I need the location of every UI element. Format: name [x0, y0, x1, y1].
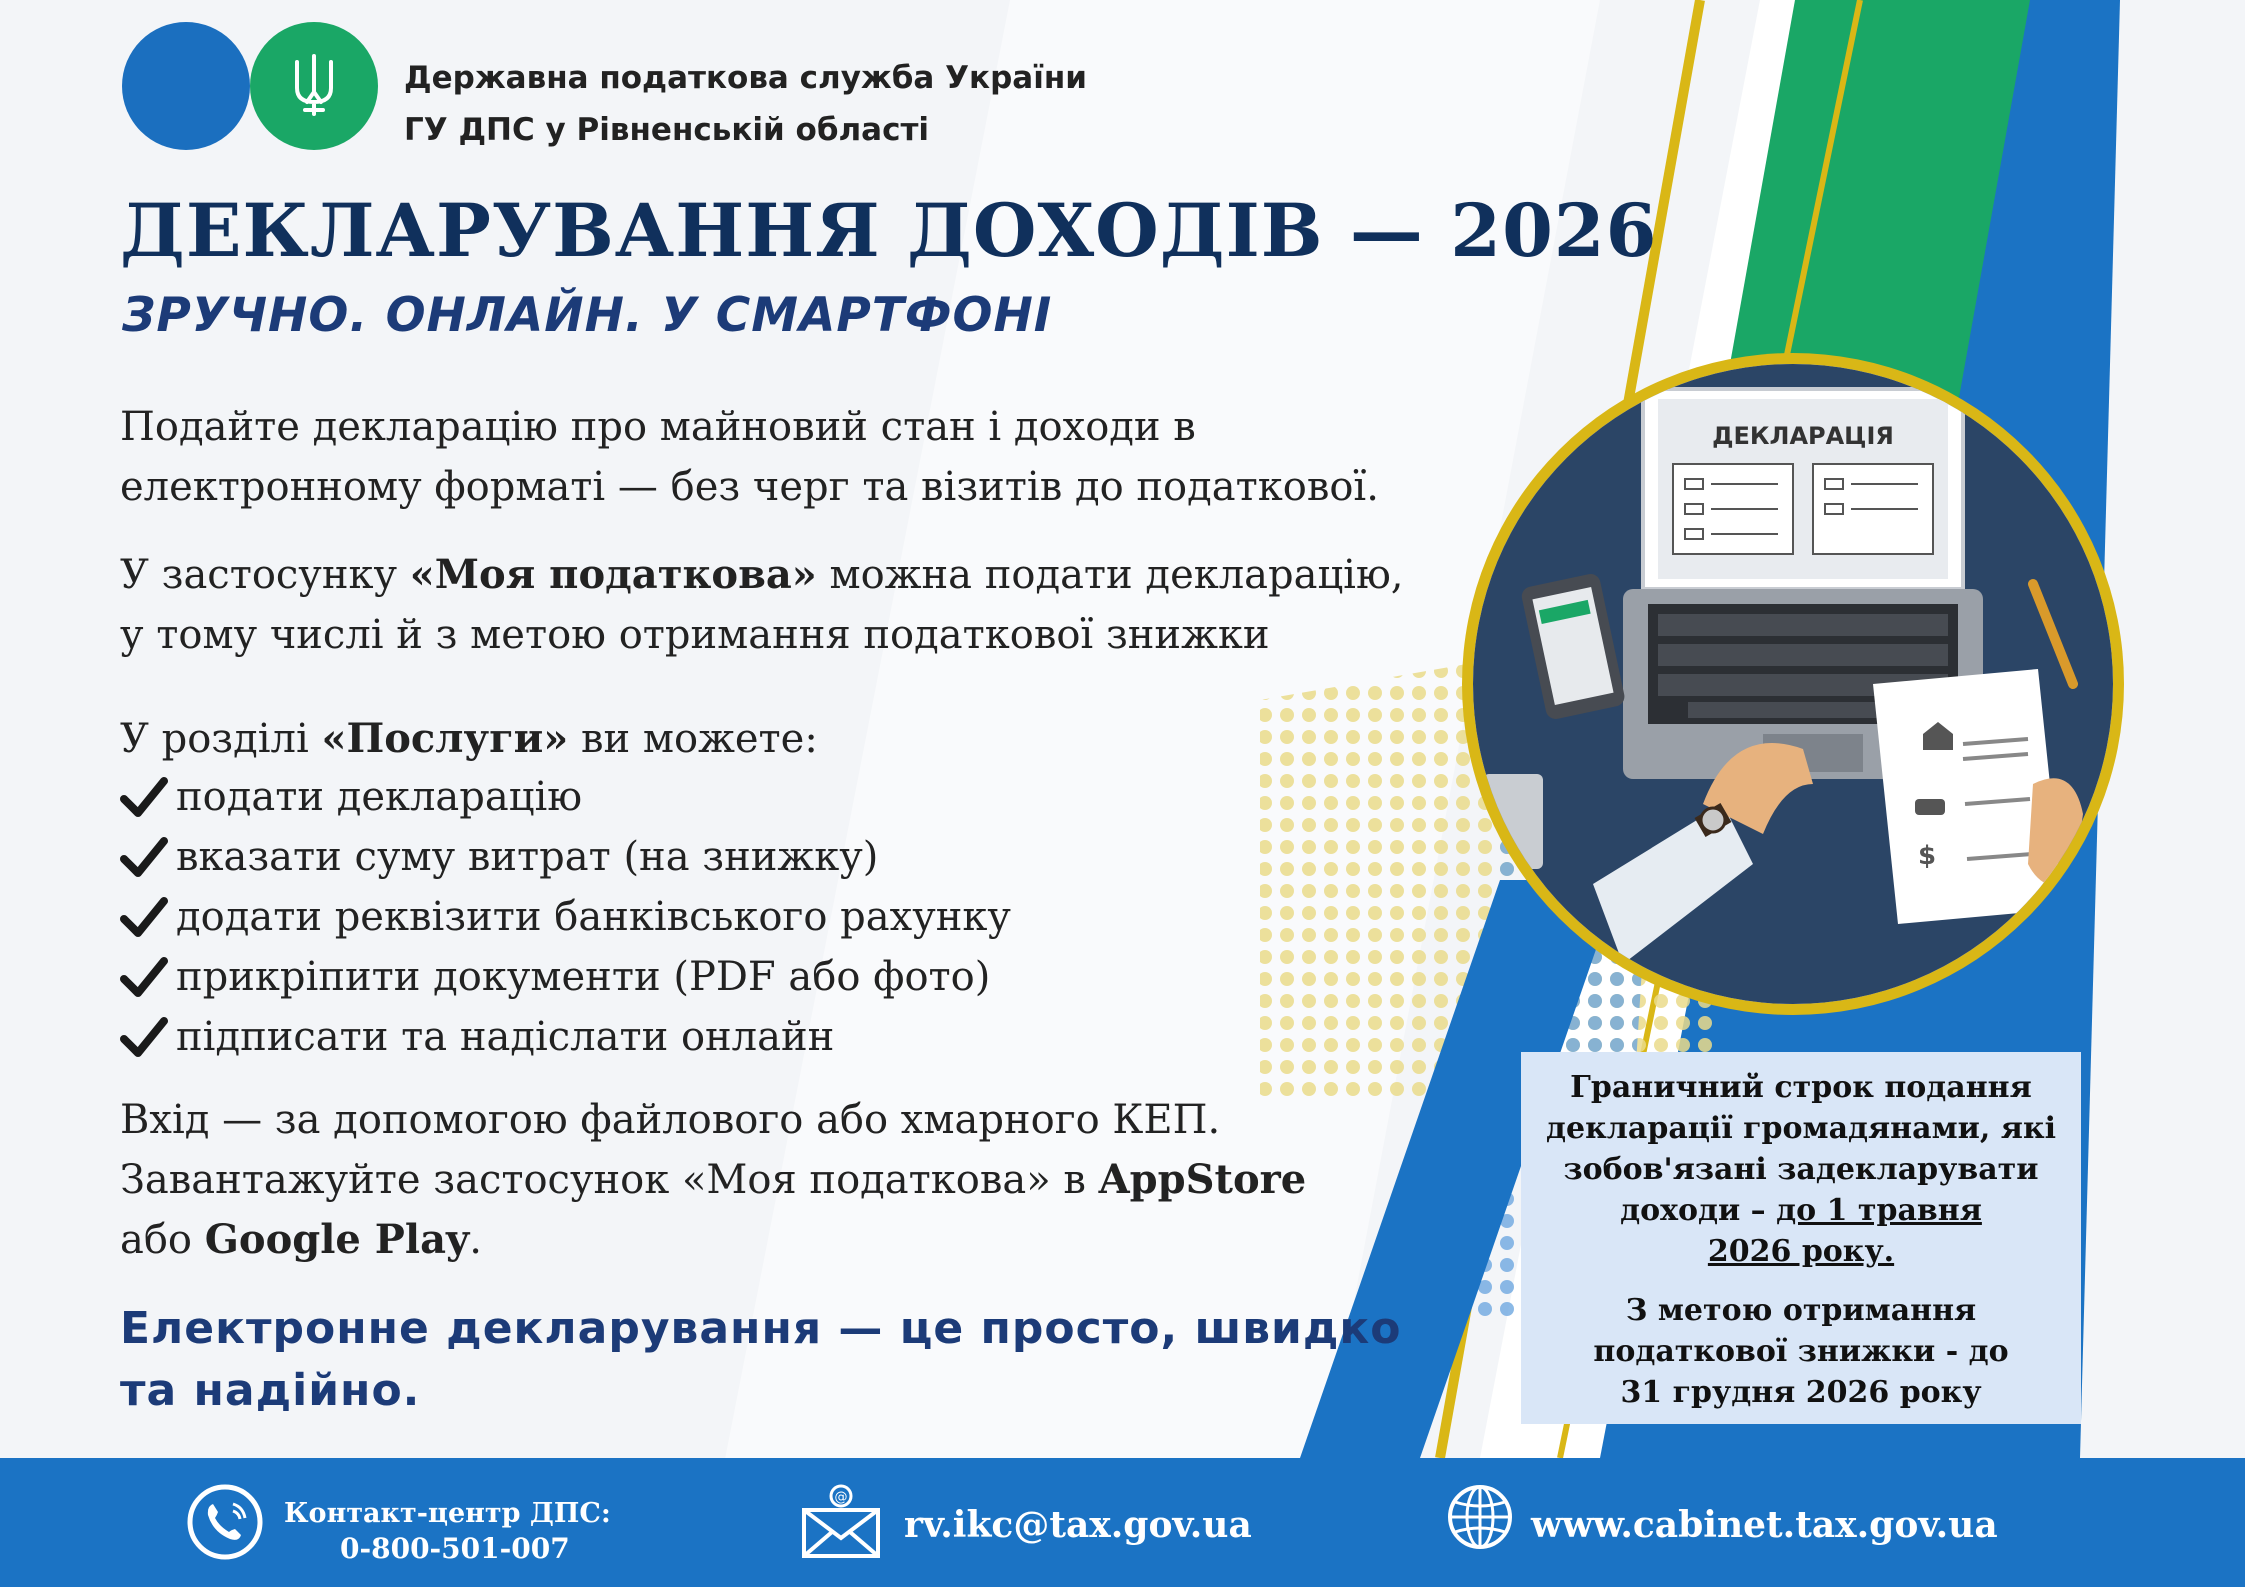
login-line-2 [120, 1150, 1306, 1210]
website-link[interactable]: www.cabinet.tax.gov.ua [1531, 1504, 1998, 1546]
page-subtitle: ЗРУЧНО. ОНЛАЙН. У СМАРТФОНІ [122, 288, 1053, 343]
googleplay-link[interactable]: Google Play [204, 1216, 470, 1263]
deadline-line-5 [1521, 1231, 2081, 1272]
deadline-line-2: декларації громадянами, які [1546, 1111, 2056, 1146]
logo-blue-circle [122, 22, 250, 150]
list-item [120, 767, 1011, 827]
download-text: Завантажуйте застосунок «Моя податкова» в [120, 1157, 1099, 1203]
intro-paragraph [120, 397, 1379, 517]
svg-text:@: @ [834, 1490, 848, 1505]
list-item [120, 827, 1011, 887]
services-pre: У розділі [120, 716, 322, 762]
deadline-line-1: Граничний строк подання [1570, 1070, 2032, 1105]
logo-green-circle [250, 22, 378, 150]
deadline-main [1521, 1067, 2081, 1272]
phone-icon [185, 1482, 265, 1566]
slogan-line-2: та надійно. [120, 1365, 421, 1416]
app-line-2: у тому числі й з метою отримання податкової знижки [120, 612, 1270, 658]
list-item [120, 947, 1011, 1007]
trident-icon [287, 52, 341, 122]
list-item-label: підписати та надіслати онлайн [176, 1014, 835, 1060]
deadline-line-8: 31 грудня 2026 року [1620, 1375, 1982, 1410]
list-item-label: додати реквізити банківського рахунку [176, 894, 1011, 940]
email-link[interactable]: rv.ikc@tax.gov.ua [904, 1504, 1252, 1546]
period-text: . [469, 1217, 482, 1263]
email-icon [800, 1482, 882, 1564]
checkmark-icon [120, 955, 176, 999]
page-title: ДЕКЛАРУВАННЯ ДОХОДІВ — 2026 [120, 188, 1658, 274]
login-paragraph [120, 1090, 1306, 1270]
list-item-label: подати декларацію [176, 774, 583, 820]
globe-icon [1445, 1482, 1515, 1556]
services-name: «Послуги» [321, 715, 569, 762]
checkmark-icon [120, 1015, 176, 1059]
deadline-box [1521, 1052, 2081, 1424]
declaration-illustration [1473, 364, 2113, 1004]
list-item-label: вказати суму витрат (на знижку) [176, 834, 879, 880]
org-name [404, 52, 1087, 156]
intro-line-2: електронному форматі — без черг та візитів до податкової. [120, 464, 1379, 510]
footer [0, 1458, 2245, 1587]
contact-center-label: Контакт-центр ДПС: [284, 1498, 611, 1529]
appstore-link[interactable]: AppStore [1098, 1156, 1307, 1203]
services-heading [120, 709, 818, 769]
deadline-line-3: зобов'язані задекларувати [1563, 1152, 2039, 1187]
deadline-line-6: З метою отримання [1625, 1293, 1977, 1328]
app-paragraph [120, 545, 1404, 665]
deadline-line-4-pre: доходи – [1620, 1193, 1777, 1228]
deadline-line-7: податкової знижки - до [1593, 1334, 2009, 1369]
login-line-1: Вхід — за допомогою файлового або хмарного КЕП. [120, 1097, 1221, 1143]
list-item-label: прикріпити документи (PDF або фото) [176, 954, 991, 1000]
deadline-line-4 [1521, 1190, 2081, 1231]
slogan-line-1: Електронне декларування — це просто, швидко [120, 1303, 1402, 1354]
app-line-post: можна подати декларацію, [816, 552, 1404, 598]
login-line-3 [120, 1210, 1306, 1270]
checkmark-icon [120, 895, 176, 939]
checkmark-icon [120, 775, 176, 819]
list-item [120, 1007, 1011, 1067]
intro-line-1: Подайте декларацію про майновий стан і доходи в [120, 404, 1196, 450]
declaration-doc-title: ДЕКЛАРАЦІЯ [1712, 422, 1894, 450]
org-line-2: ГУ ДПС у Рівненській області [404, 112, 930, 148]
org-line-1: Державна податкова служба України [404, 60, 1087, 96]
checkmark-icon [120, 835, 176, 879]
deadline-date-2: 2026 року. [1707, 1234, 1895, 1269]
app-name: «Моя податкова» [409, 551, 817, 598]
deadline-discount [1521, 1290, 2081, 1413]
services-list [120, 767, 1011, 1067]
services-post: ви можете: [568, 716, 818, 762]
dollar-sign: $ [1918, 841, 1937, 871]
app-line-pre: У застосунку [120, 552, 410, 598]
slogan [120, 1298, 1402, 1422]
or-text: або [120, 1217, 205, 1263]
deadline-date-1: до 1 травня [1776, 1193, 1982, 1228]
app-line-1 [120, 545, 1404, 605]
list-item [120, 887, 1011, 947]
contact-phone[interactable]: 0-800-501-007 [340, 1532, 570, 1565]
